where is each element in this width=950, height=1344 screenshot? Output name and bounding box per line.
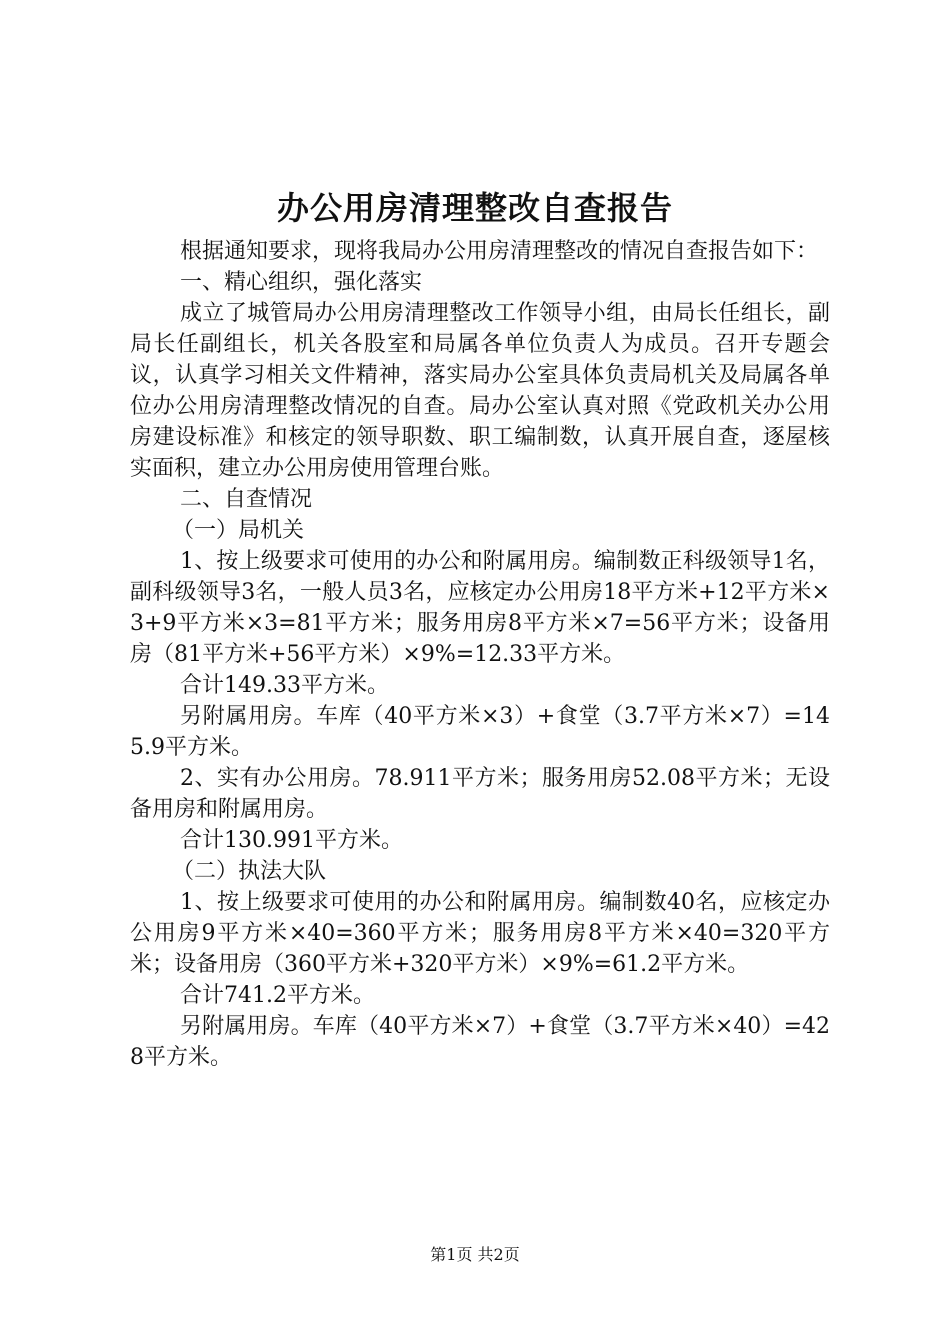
paragraph-brigade-allowed: 1、按上级要求可使用的办公和附属用房。编制数40名，应核定办公用房9平方米×40=360平方米；服务用房8平方米×40=320平方米；设备用房（360平方米+320平方米）×9%=61.2平方米。 (130, 890, 830, 977)
section-heading-2: 二、自查情况 (180, 487, 313, 512)
document-body (130, 236, 830, 1073)
paragraph-brigade-total: 合计741.2平方米。 (180, 983, 375, 1008)
paragraph-bureau-total: 合计149.33平方米。 (180, 673, 389, 698)
section-heading-1: 一、精心组织，强化落实 (180, 270, 423, 295)
paragraph-bureau-actual: 2、实有办公用房。78.911平方米；服务用房52.08平方米；无设备用房和附属用房。 (130, 766, 830, 822)
paragraph-bureau-auxiliary: 另附属用房。车库（40平方米×3）+食堂（3.7平方米×7）=145.9平方米。 (130, 704, 830, 760)
paragraph-bureau-actual-total: 合计130.991平方米。 (180, 828, 403, 853)
document-title: 办公用房清理整改自查报告 (276, 189, 673, 227)
subsection-heading-2: （二）执法大队 (172, 859, 327, 884)
paragraph-organization: 成立了城管局办公用房清理整改工作领导小组，由局长任组长，副局长任副组长，机关各股室和局属各单位负责人为成员。召开专题会议，认真学习相关文件精神，落实局办公室具体负责局机关及局属各单位办公用房清理整改情况的自查。局办公室认真对照《党政机关办公用房建设标准》和核定的领导职数、职工编制数，认真开展自查，逐屋核实面积，建立办公用房使用管理台账。 (130, 301, 830, 481)
page-footer: 第1页 共2页 (430, 1245, 520, 1264)
intro-paragraph: 根据通知要求，现将我局办公用房清理整改的情况自查报告如下： (180, 239, 819, 264)
paragraph-brigade-auxiliary: 另附属用房。车库（40平方米×7）+食堂（3.7平方米×40）=428平方米。 (130, 1014, 830, 1070)
subsection-heading-1: （一）局机关 (172, 518, 305, 543)
paragraph-bureau-allowed: 1、按上级要求可使用的办公和附属用房。编制数正科级领导1名，副科级领导3名，一般人员3名，应核定办公用房18平方米+12平方米×3+9平方米×3=81平方米；服务用房8平方米×7=56平方米；设备用房（81平方米+56平方米）×9%=12.33平方米。 (130, 549, 830, 667)
